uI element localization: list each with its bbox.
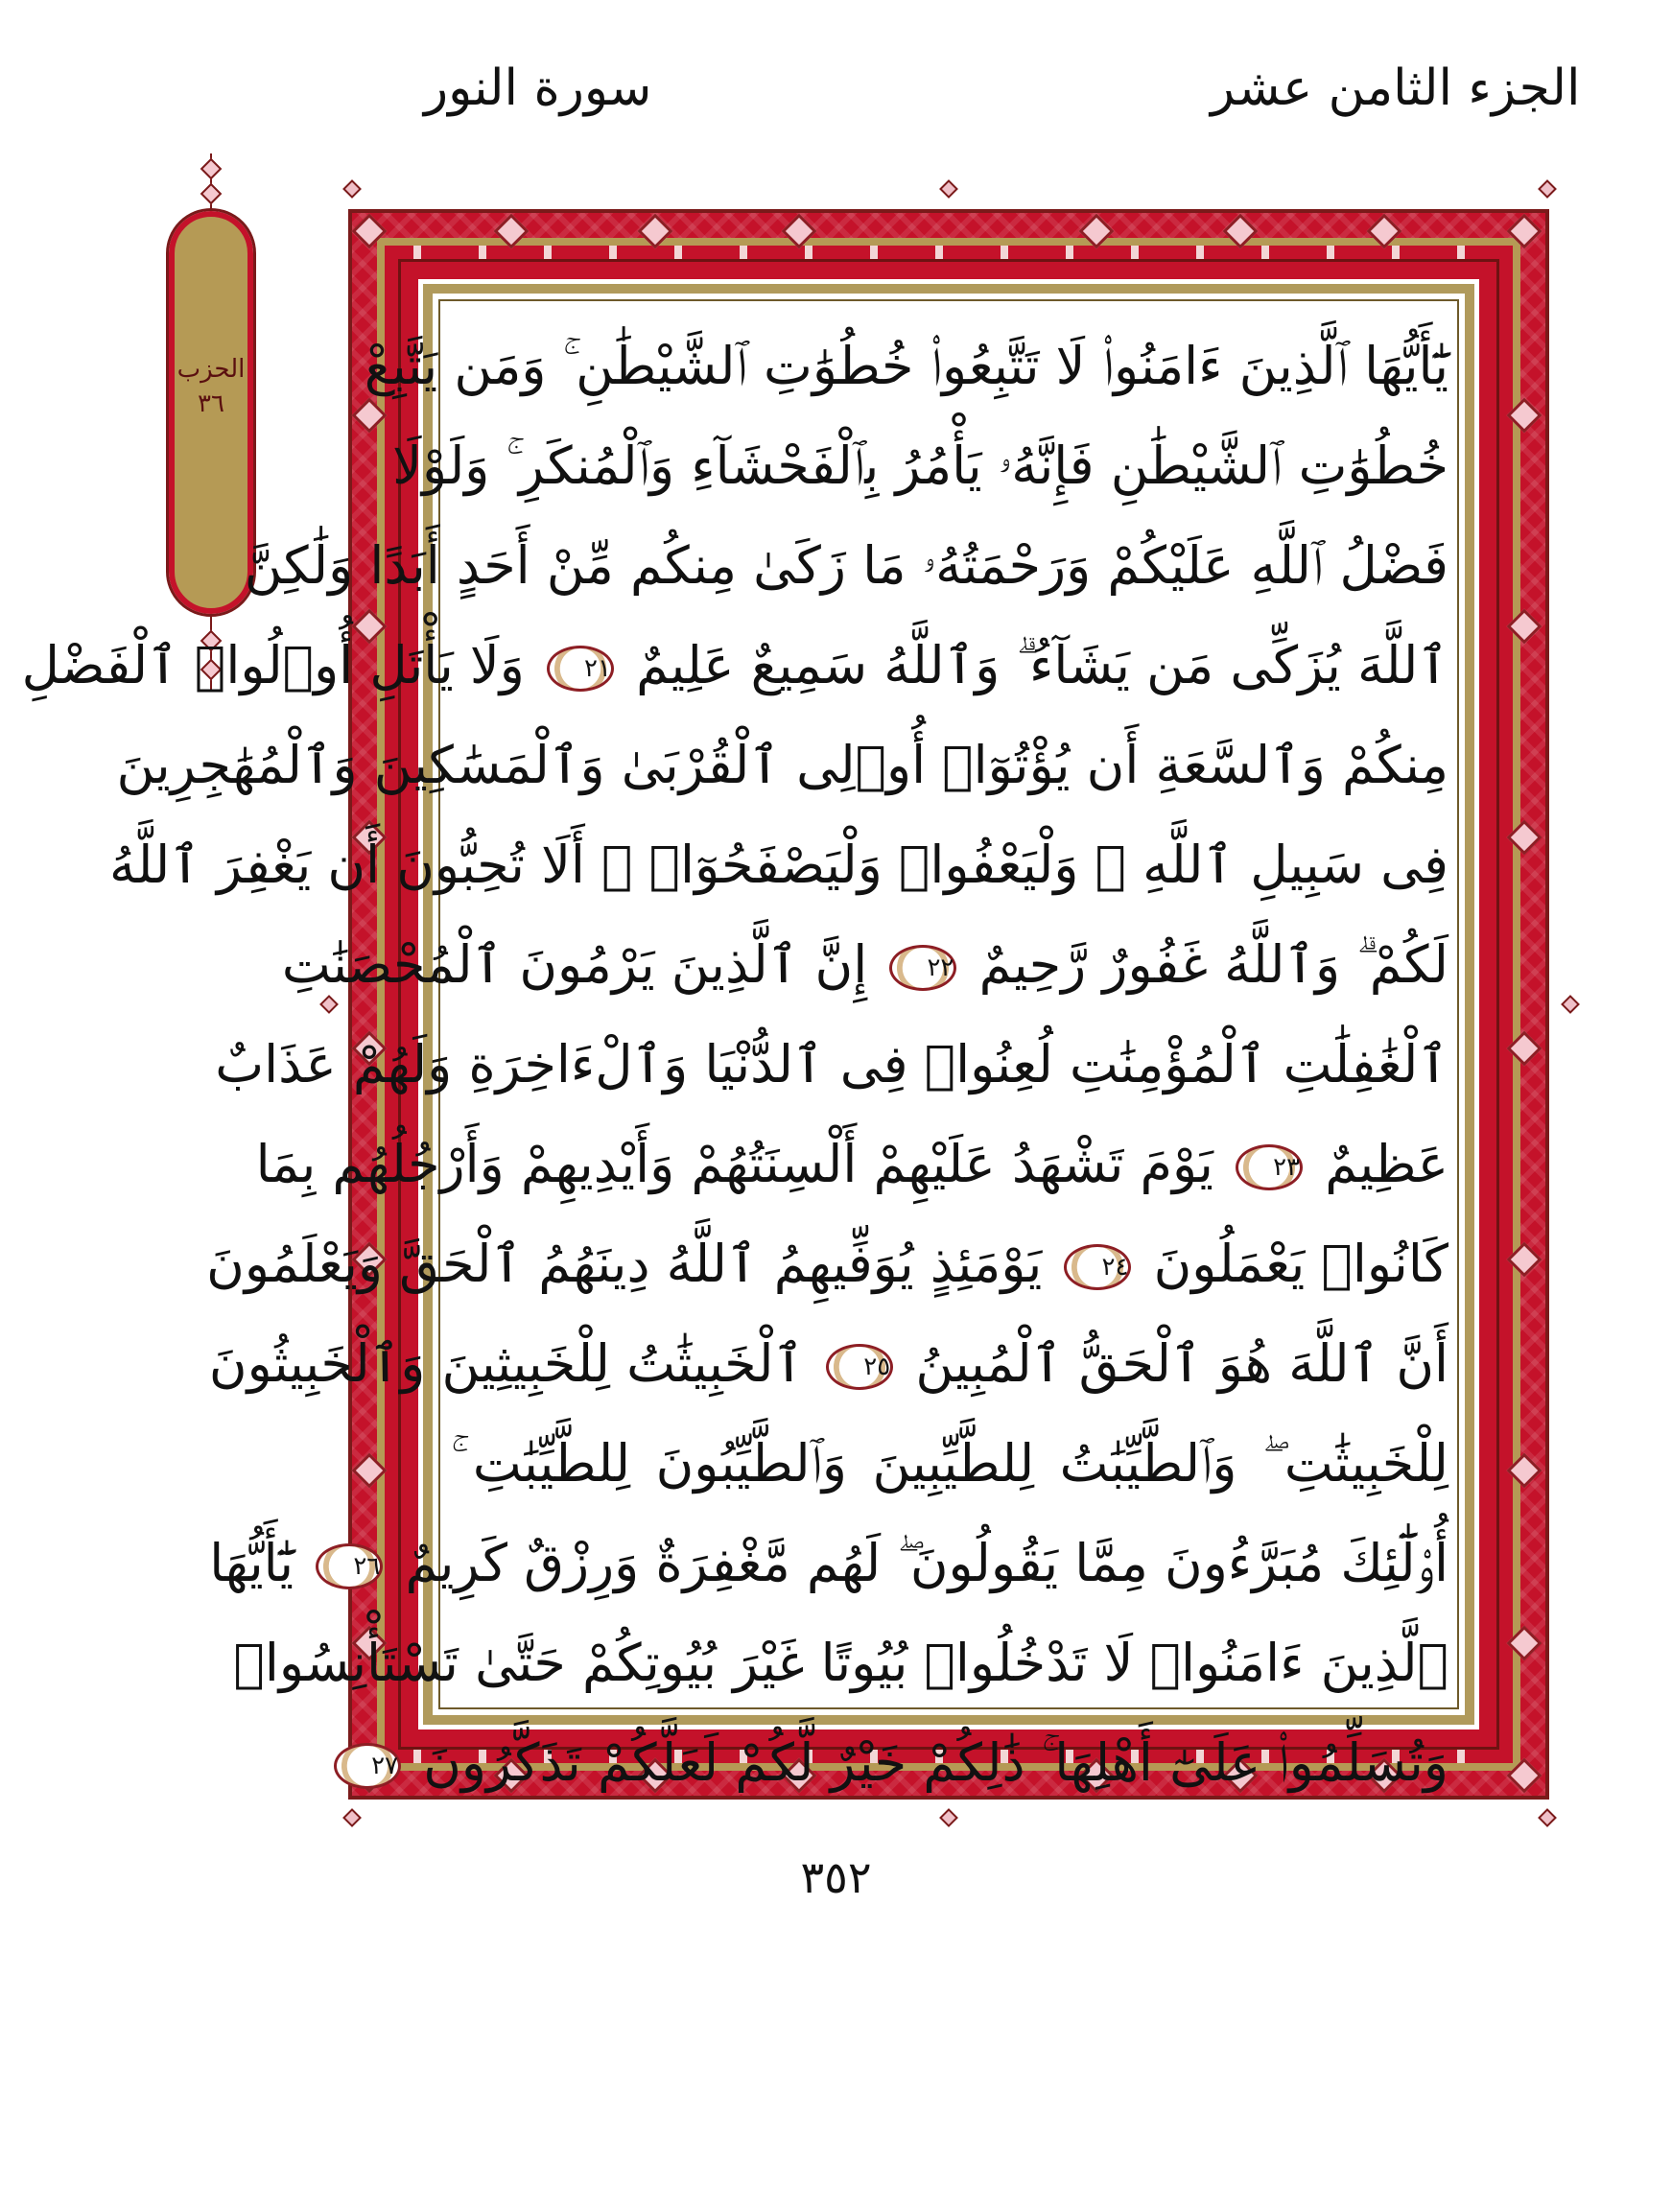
verse-text: وَلَا يَأْتَلِ أُو۟لُوا۟ ٱلْفَضْلِ <box>21 635 525 695</box>
juz-title: الجزء الثامن عشر <box>1211 59 1581 117</box>
surah-title: سورة النور <box>424 59 652 117</box>
verse-text: عَظِيمٌ <box>1325 1134 1448 1194</box>
verse-text: لِلْخَبِيثَٰتِ ۖ وَٱلطَّيِّبَٰتُ لِلطَّيِّبِينَ وَٱلطَّيِّبُونَ لِلطَّيِّبَٰتِ ۚ <box>451 1433 1448 1494</box>
text-line <box>209 1514 1448 1613</box>
text-line <box>208 1314 1448 1414</box>
text-line <box>392 416 1448 516</box>
verse-text: ٱلَّذِينَ ءَامَنُوا۟ لَا تَدْخُلُوا۟ بُيُوتًا غَيْرَ بُيُوتِكُمْ حَتَّىٰ تَسْتَأْنِسُوا۟ <box>233 1633 1448 1693</box>
ayah-number-marker: ٢٢ <box>889 945 956 991</box>
ayah-number-marker: ٢٥ <box>826 1344 893 1390</box>
text-line <box>206 1214 1448 1314</box>
ayah-number-marker: ٢٧ <box>334 1743 401 1789</box>
verse-text: لَكُمْ ۗ وَٱللَّهُ غَفُورٌ رَّحِيمٌ <box>978 934 1448 995</box>
verse-text: وَتُسَلِّمُوا۟ عَلَىٰٓ أَهْلِهَا ۚ ذَٰلِكُمْ خَيْرٌ لَّكُمْ لَعَلَّكُمْ تَذَكَّرُونَ <box>423 1732 1448 1793</box>
verse-text: ٱلْغَٰفِلَٰتِ ٱلْمُؤْمِنَٰتِ لُعِنُوا۟ فِى ٱلدُّنْيَا وَٱلْءَاخِرَةِ وَلَهُمْ عَذَابٌ <box>215 1034 1448 1094</box>
text-line <box>255 1115 1448 1214</box>
ayah-number-marker: ٢١ <box>547 646 614 692</box>
text-line <box>364 317 1448 416</box>
text-line <box>21 616 1448 716</box>
verse-text: إِنَّ ٱلَّذِينَ يَرْمُونَ ٱلْمُحْصَنَٰتِ <box>281 934 868 995</box>
verse-text: ٱللَّهَ يُزَكِّى مَن يَشَآءُ ۗ وَٱللَّهُ سَمِيعٌ عَلِيمٌ <box>636 635 1448 695</box>
hizb-label: الحزب <box>177 355 246 384</box>
verse-text: ٱلْخَبِيثَٰتُ لِلْخَبِيثِينَ وَٱلْخَبِيثُونَ <box>208 1333 805 1394</box>
page-number: ٣٥٢ <box>800 1851 872 1903</box>
verse-text: يَوْمَ تَشْهَدُ عَلَيْهِمْ أَلْسِنَتُهُمْ وَأَيْدِيهِمْ وَأَرْجُلُهُم بِمَا <box>255 1134 1213 1194</box>
verse-text: يَٰٓأَيُّهَا ٱلَّذِينَ ءَامَنُوا۟ لَا تَتَّبِعُوا۟ خُطُوَٰتِ ٱلشَّيْطَٰنِ ۚ وَمَن يَتَّبِعْ <box>364 336 1448 396</box>
verse-text: أُو۟لَٰٓئِكَ مُبَرَّءُونَ مِمَّا يَقُولُونَ ۖ لَهُم مَّغْفِرَةٌ وَرِزْقٌ كَرِيمٌ <box>405 1533 1448 1593</box>
text-line <box>116 716 1448 815</box>
text-line <box>281 915 1448 1015</box>
text-line <box>233 1613 1448 1713</box>
ayah-number-marker: ٢٦ <box>316 1543 383 1589</box>
text-line <box>215 1015 1448 1115</box>
text-line <box>108 815 1448 915</box>
ayah-number-marker: ٢٣ <box>1236 1144 1303 1190</box>
verse-text: فِى سَبِيلِ ٱللَّهِ ۖ وَلْيَعْفُوا۟ وَلْيَصْفَحُوٓا۟ ۗ أَلَا تُحِبُّونَ أَن يَغْفِرَ ٱللَّهُ <box>108 835 1448 895</box>
verse-text: فَضْلُ ٱللَّهِ عَلَيْكُمْ وَرَحْمَتُهُۥ مَا زَكَىٰ مِنكُم مِّنْ أَحَدٍ أَبَدًا وَلَٰكِنَّ <box>244 535 1448 596</box>
verse-text: مِنكُمْ وَٱلسَّعَةِ أَن يُؤْتُوٓا۟ أُو۟لِى ٱلْقُرْبَىٰ وَٱلْمَسَٰكِينَ وَٱلْمُهَٰجِرِينَ <box>116 735 1448 795</box>
verse-text: كَانُوا۟ يَعْمَلُونَ <box>1153 1234 1448 1294</box>
text-line <box>244 516 1448 616</box>
verse-text: خُطُوَٰتِ ٱلشَّيْطَٰنِ فَإِنَّهُۥ يَأْمُرُ بِٱلْفَحْشَآءِ وَٱلْمُنكَرِ ۚ وَلَوْلَا <box>392 435 1448 496</box>
verse-text: أَنَّ ٱللَّهَ هُوَ ٱلْحَقُّ ٱلْمُبِينُ <box>915 1333 1448 1394</box>
text-line <box>371 1713 1448 1813</box>
ayah-number-marker: ٢٤ <box>1064 1244 1131 1290</box>
verse-text: يَوْمَئِذٍ يُوَفِّيهِمُ ٱللَّهُ دِينَهُمُ ٱلْحَقَّ وَيَعْلَمُونَ <box>206 1234 1043 1294</box>
text-line <box>451 1414 1448 1514</box>
hizb-number: ٣٦ <box>198 389 224 418</box>
verse-text: يَٰٓأَيُّهَا <box>209 1533 294 1593</box>
